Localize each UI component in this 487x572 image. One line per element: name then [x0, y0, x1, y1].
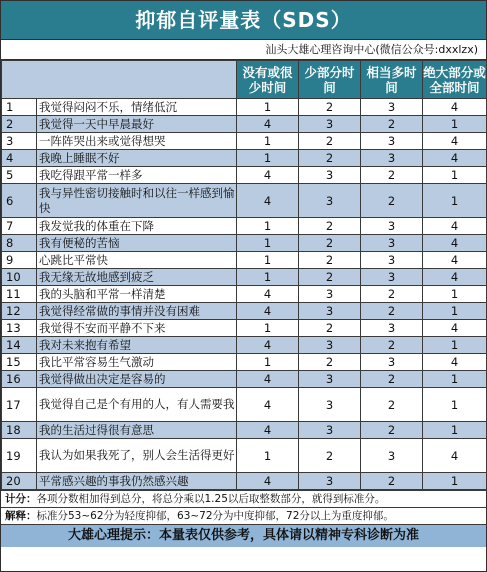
sds-table: [1, 60, 487, 490]
score-cell: 1: [423, 473, 487, 490]
score-cell: 1: [237, 235, 299, 252]
item-text: 我比平常容易生气激动: [37, 354, 237, 371]
calc-text: 各项分数相加得到总分，将总分乘以1.25以后取整数部分，就得到标准分。: [36, 493, 386, 505]
score-cell: 4: [237, 184, 299, 218]
item-text: 我的头脑和平常一样清楚: [37, 286, 237, 303]
score-cell: 2: [299, 99, 361, 116]
score-cell: 3: [361, 269, 423, 286]
table-row: [2, 269, 487, 286]
table-row: [2, 371, 487, 388]
score-cell: 4: [423, 99, 487, 116]
item-text: 我晚上睡眠不好: [37, 150, 237, 167]
score-cell: 2: [361, 116, 423, 133]
score-cell: 1: [423, 337, 487, 354]
score-cell: 4: [237, 116, 299, 133]
score-cell: 3: [299, 388, 361, 422]
score-cell: 4: [423, 218, 487, 235]
score-cell: 4: [423, 150, 487, 167]
table-row: [2, 150, 487, 167]
item-number: 16: [2, 371, 37, 388]
item-text: 我吃得跟平常一样多: [37, 167, 237, 184]
score-cell: 4: [237, 303, 299, 320]
item-text: 我觉得做出决定是容易的: [37, 371, 237, 388]
item-number: 20: [2, 473, 37, 490]
score-cell: 4: [237, 337, 299, 354]
item-text: 我觉得自己是个有用的人，有人需要我: [37, 388, 237, 422]
score-cell: 1: [237, 320, 299, 337]
score-cell: 3: [361, 320, 423, 337]
item-number: 17: [2, 388, 37, 422]
table-row: [2, 388, 487, 422]
score-cell: 4: [423, 133, 487, 150]
table-row: [2, 286, 487, 303]
score-cell: 2: [299, 252, 361, 269]
table-body: [2, 99, 487, 490]
table-row: [2, 303, 487, 320]
score-cell: 2: [361, 303, 423, 320]
item-number: 12: [2, 303, 37, 320]
score-cell: 4: [423, 354, 487, 371]
score-cell: 2: [299, 235, 361, 252]
item-number: 15: [2, 354, 37, 371]
item-text: 我觉得不安而平静不下来: [37, 320, 237, 337]
item-text: 一阵阵哭出来或觉得想哭: [37, 133, 237, 150]
score-cell: 1: [423, 286, 487, 303]
interp-label: 解释：: [5, 510, 37, 522]
score-cell: 1: [237, 218, 299, 235]
score-cell: 2: [299, 320, 361, 337]
table-row: [2, 235, 487, 252]
interp-note: [1, 507, 486, 524]
item-number: 9: [2, 252, 37, 269]
table-row: [2, 473, 487, 490]
score-cell: 3: [299, 286, 361, 303]
header-blank: [2, 61, 237, 99]
score-cell: 1: [423, 388, 487, 422]
item-text: 我与异性密切接触时和以往一样感到愉快: [37, 184, 237, 218]
score-cell: 4: [423, 320, 487, 337]
score-cell: 1: [237, 439, 299, 473]
table-row: [2, 133, 487, 150]
score-cell: 1: [423, 371, 487, 388]
item-number: 10: [2, 269, 37, 286]
score-cell: 2: [361, 422, 423, 439]
item-number: 13: [2, 320, 37, 337]
item-text: 我的生活过得很有意思: [37, 422, 237, 439]
score-cell: 3: [361, 133, 423, 150]
score-cell: 3: [299, 371, 361, 388]
calc-note: [1, 490, 486, 507]
item-number: 18: [2, 422, 37, 439]
page-title: 抑郁自评量表（SDS）: [1, 1, 486, 39]
table-row: [2, 167, 487, 184]
score-cell: 1: [423, 184, 487, 218]
item-text: 我发觉我的体重在下降: [37, 218, 237, 235]
item-text: 我无缘无故地感到疲乏: [37, 269, 237, 286]
score-cell: 3: [361, 218, 423, 235]
table-row: [2, 99, 487, 116]
score-cell: 3: [299, 473, 361, 490]
table-row: [2, 354, 487, 371]
item-number: 14: [2, 337, 37, 354]
score-cell: 4: [237, 371, 299, 388]
item-text: 我认为如果我死了，别人会生活得更好: [37, 439, 237, 473]
item-text: 我对未来抱有希望: [37, 337, 237, 354]
score-cell: 4: [423, 252, 487, 269]
score-cell: 1: [237, 269, 299, 286]
table-row: [2, 337, 487, 354]
header-col-2: 少部分时间: [299, 61, 361, 99]
table-row: [2, 320, 487, 337]
table-row: [2, 184, 487, 218]
item-text: 我觉得闷闷不乐，情绪低沉: [37, 99, 237, 116]
table-row: [2, 218, 487, 235]
score-cell: 3: [299, 422, 361, 439]
score-cell: 1: [423, 116, 487, 133]
score-cell: 3: [299, 167, 361, 184]
item-number: 1: [2, 99, 37, 116]
score-cell: 1: [237, 354, 299, 371]
score-cell: 4: [423, 235, 487, 252]
score-cell: 2: [361, 388, 423, 422]
score-cell: 4: [237, 388, 299, 422]
header-col-1: 没有或很少时间: [237, 61, 299, 99]
item-number: 7: [2, 218, 37, 235]
score-cell: 1: [423, 303, 487, 320]
score-cell: 2: [361, 473, 423, 490]
score-cell: 1: [423, 167, 487, 184]
item-number: 19: [2, 439, 37, 473]
interp-text: 标准分53~62分为轻度抑郁，63~72分为中度抑郁，72分以上为重度抑郁。: [36, 510, 394, 522]
score-cell: 4: [237, 422, 299, 439]
score-cell: 3: [299, 184, 361, 218]
score-cell: 2: [361, 286, 423, 303]
item-number: 2: [2, 116, 37, 133]
score-cell: 3: [361, 252, 423, 269]
score-cell: 1: [237, 99, 299, 116]
header-col-3: 相当多时间: [361, 61, 423, 99]
item-number: 3: [2, 133, 37, 150]
score-cell: 1: [237, 150, 299, 167]
score-cell: 3: [361, 150, 423, 167]
calc-label: 计分：: [5, 493, 37, 505]
score-cell: 2: [361, 337, 423, 354]
score-cell: 2: [299, 150, 361, 167]
score-cell: 3: [361, 354, 423, 371]
table-row: [2, 252, 487, 269]
score-cell: 3: [361, 99, 423, 116]
score-cell: 2: [299, 133, 361, 150]
item-text: 平常感兴趣的事我仍然感兴趣: [37, 473, 237, 490]
score-cell: 2: [361, 371, 423, 388]
table-row: [2, 422, 487, 439]
score-cell: 2: [361, 167, 423, 184]
item-number: 5: [2, 167, 37, 184]
score-cell: 3: [361, 235, 423, 252]
score-cell: 3: [299, 337, 361, 354]
score-cell: 1: [237, 252, 299, 269]
score-cell: 4: [237, 473, 299, 490]
score-cell: 4: [237, 167, 299, 184]
table-row: [2, 116, 487, 133]
score-cell: 3: [299, 303, 361, 320]
score-cell: 2: [361, 184, 423, 218]
score-cell: 2: [299, 218, 361, 235]
item-text: 我有便秘的苦恼: [37, 235, 237, 252]
item-number: 11: [2, 286, 37, 303]
score-cell: 2: [299, 354, 361, 371]
score-cell: 2: [299, 439, 361, 473]
item-number: 6: [2, 184, 37, 218]
header-col-4: 绝大部分或全部时间: [423, 61, 487, 99]
tip-bar: 大雄心理提示：本量表仅供参考，具体请以精神专科诊断为准: [1, 524, 486, 547]
score-cell: 3: [361, 439, 423, 473]
item-text: 我觉得一天中早晨最好: [37, 116, 237, 133]
item-number: 4: [2, 150, 37, 167]
item-number: 8: [2, 235, 37, 252]
score-cell: 4: [237, 286, 299, 303]
table-row: [2, 439, 487, 473]
score-cell: 4: [423, 269, 487, 286]
source-line: 汕头大雄心理咨询中心(微信公众号:dxxlzx): [1, 39, 486, 60]
score-cell: 1: [237, 133, 299, 150]
item-text: 我觉得经常做的事情并没有困难: [37, 303, 237, 320]
score-cell: 3: [299, 116, 361, 133]
item-text: 心跳比平常快: [37, 252, 237, 269]
score-cell: 2: [299, 269, 361, 286]
score-cell: 4: [423, 439, 487, 473]
score-cell: 1: [423, 422, 487, 439]
